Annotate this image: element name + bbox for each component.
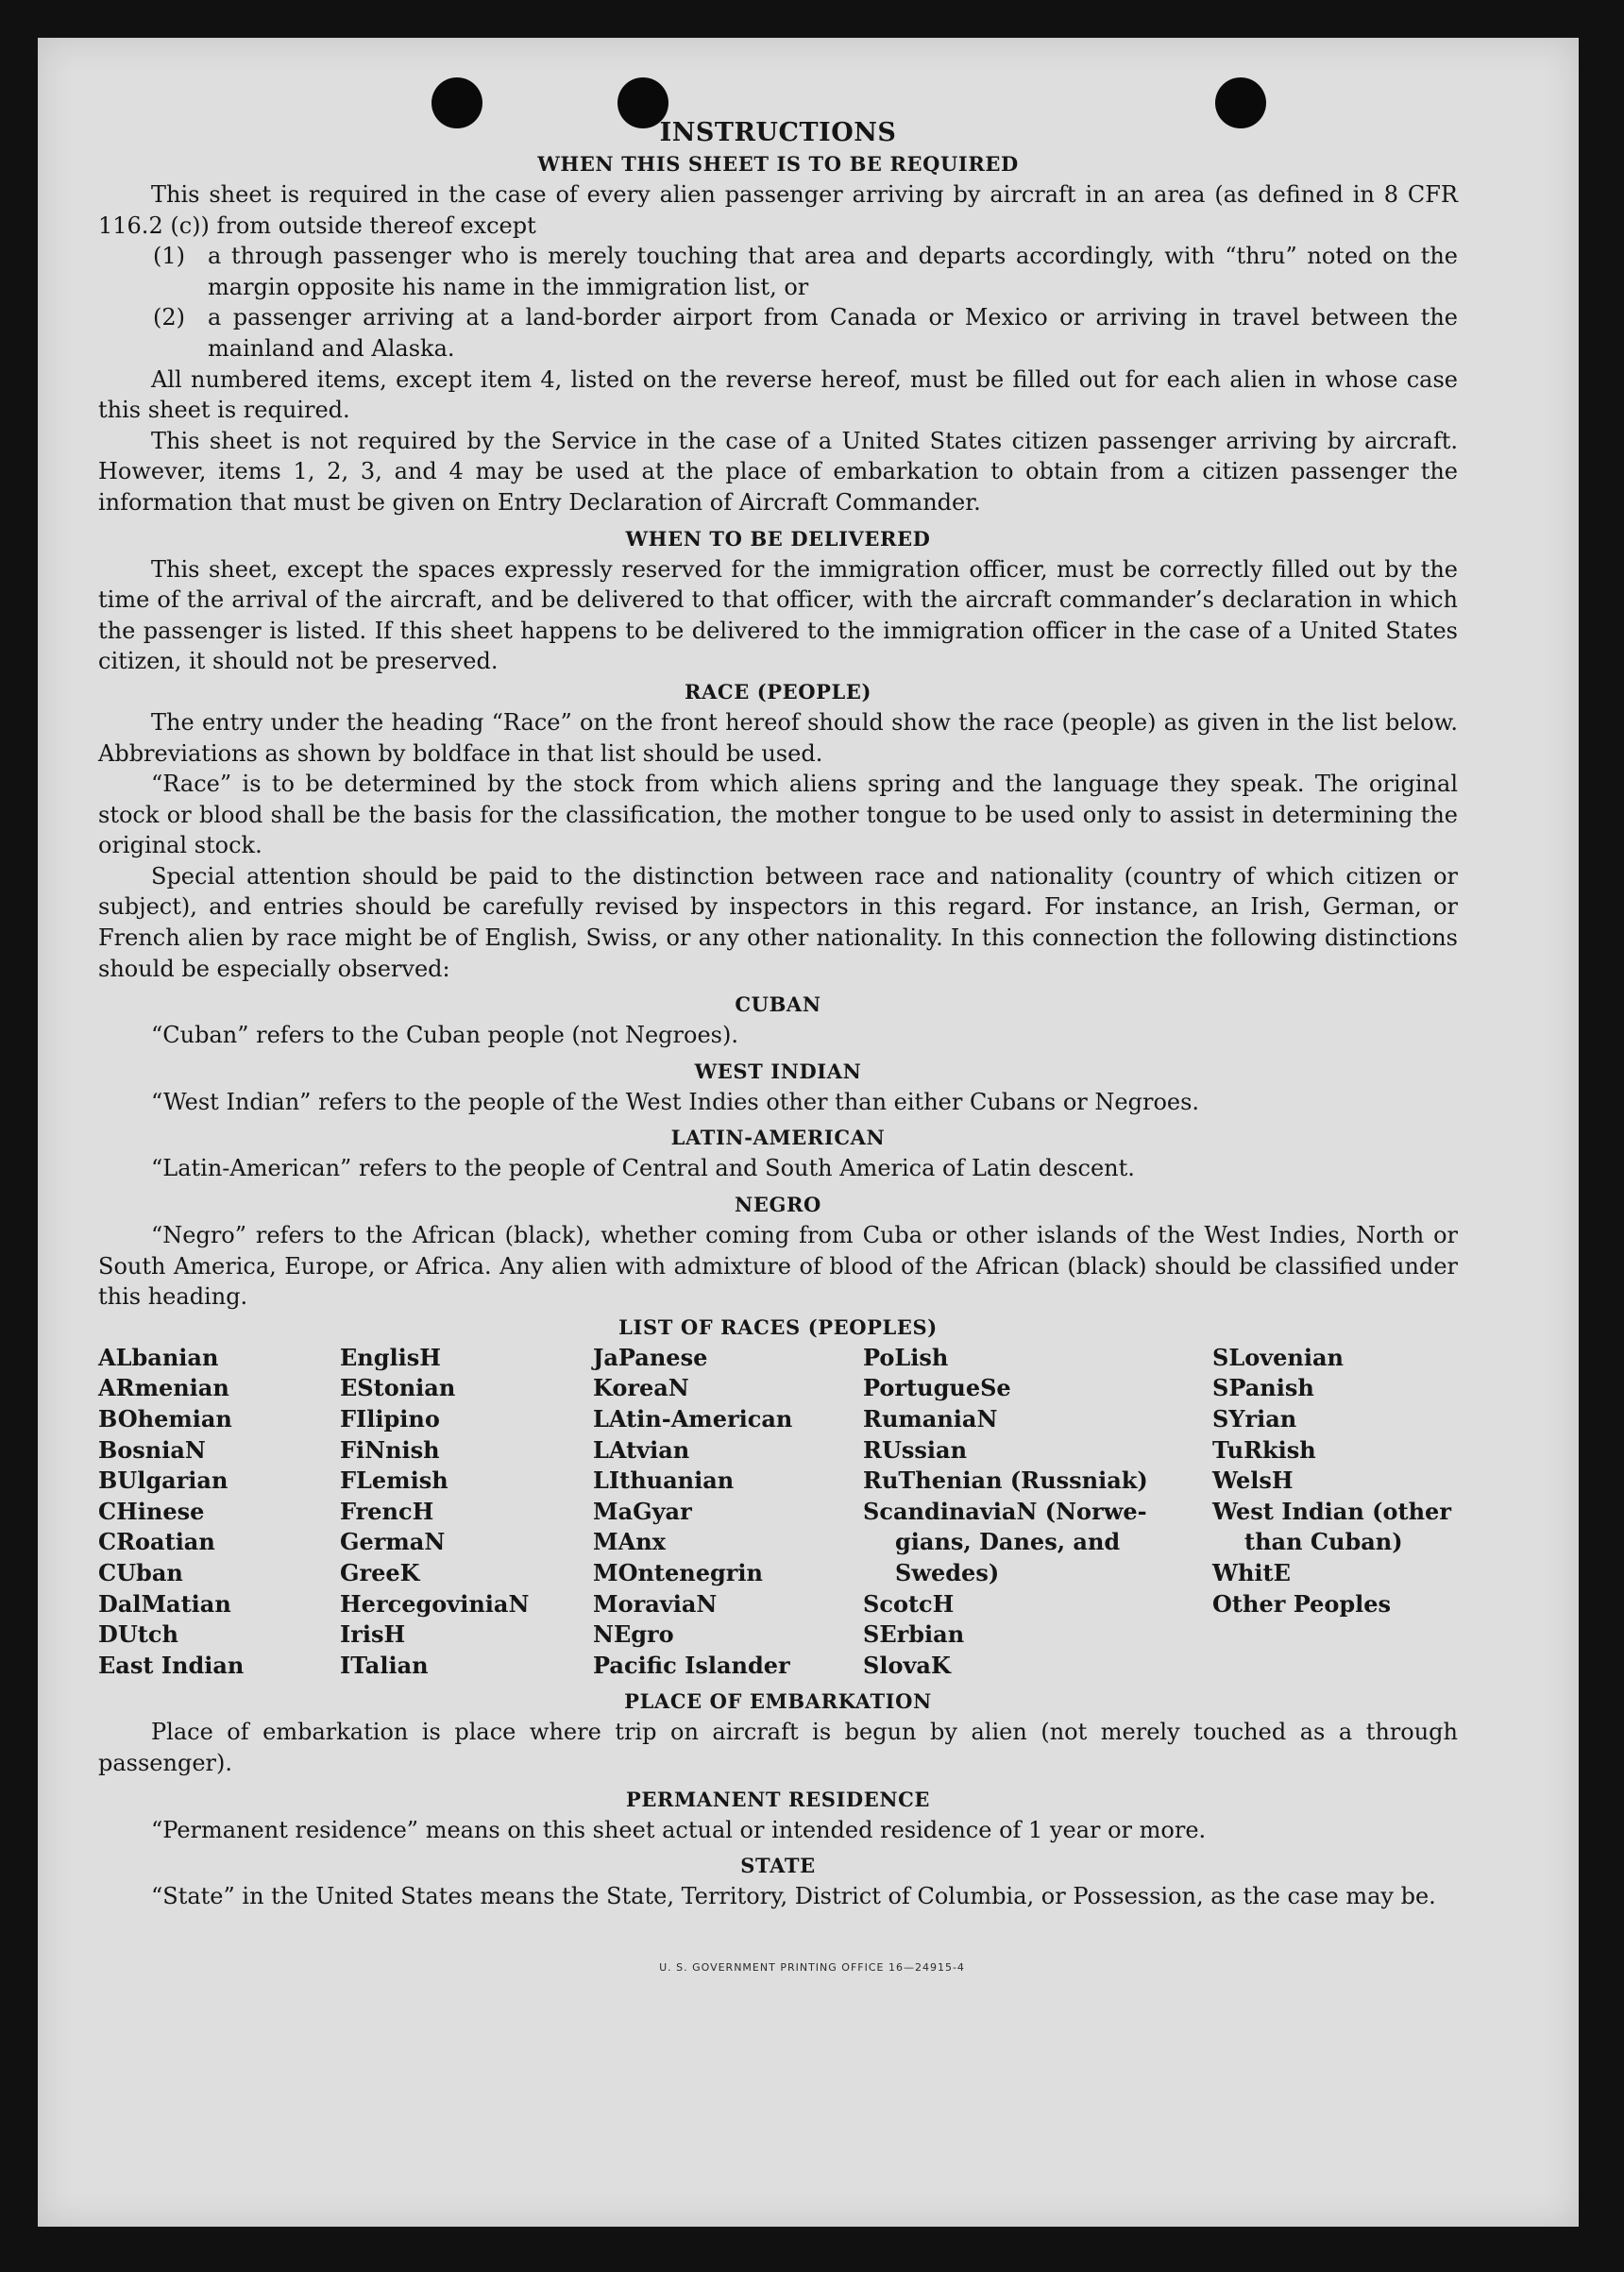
race-entry: PoLish [863, 1343, 949, 1371]
race-entry: WhitE [1212, 1558, 1291, 1586]
race-entry-continued: gians, Danes, and [895, 1528, 1121, 1556]
race-entry: EnglisH [340, 1343, 441, 1371]
section-heading-race: RACE (PEOPLE) [684, 679, 872, 704]
races-list-heading: LIST OF RACES (PEOPLES) [618, 1314, 938, 1339]
race-entry: Pacific Islander [593, 1651, 790, 1679]
race-entry: East Indian [98, 1651, 245, 1679]
definition-heading-west-indian: WEST INDIAN [694, 1059, 862, 1083]
race-entry: CHinese [98, 1497, 205, 1525]
paragraph: This sheet is not required by the Service in the case of a United States citizen passenger arriving by aircraft. However, items 1, 2, 3, and 4 may be used at the place of embarkation to obtain from a citizen passenger the information that must be given on Entry Declaration of Aircraft Commander. [98, 427, 1458, 516]
races-column [98, 1343, 340, 1682]
race-entry: DUtch [98, 1620, 178, 1649]
race-entry: SErbian [863, 1620, 965, 1649]
definition-text: “Latin-American” refers to the people of Central and South America of Latin descent. [151, 1155, 1135, 1182]
races-list [98, 1343, 1458, 1682]
paragraph: The entry under the heading “Race” on the front hereof should show the race (people) as given in the list below. Abbreviations as shown by boldface in that list should be used. [98, 708, 1458, 767]
race-entry: RumaniaN [863, 1405, 998, 1433]
definition-text: “West Indian” refers to the people of the West Indies other than either Cubans or Negroes. [151, 1088, 1200, 1115]
race-entry: LAtin-American [593, 1405, 793, 1433]
section-heading-when-delivered: WHEN TO BE DELIVERED [625, 526, 931, 551]
paragraph: All numbered items, except item 4, listed on the reverse hereof, must be filled out for each alien in whose case this sheet is required. [98, 365, 1458, 424]
race-entry: KoreaN [593, 1374, 689, 1402]
race-entry: FLemish [340, 1467, 448, 1495]
definition-text: “Cuban” refers to the Cuban people (not Negroes). [151, 1022, 738, 1049]
instructions-body [98, 117, 1458, 1912]
race-entry: FiNnish [340, 1435, 440, 1464]
race-entry: IrisH [340, 1620, 406, 1649]
race-entry: MoraviaN [593, 1589, 718, 1618]
definition-heading-cuban: CUBAN [735, 992, 821, 1017]
race-entry: SYrian [1212, 1405, 1297, 1433]
race-entry: MAnx [593, 1528, 666, 1556]
definition-heading-negro: NEGRO [735, 1193, 821, 1217]
races-column [340, 1343, 593, 1682]
item-number: (2) [153, 304, 185, 331]
section-heading-when-required: WHEN THIS SHEET IS TO BE REQUIRED [537, 152, 1019, 176]
race-entry: LIthuanian [593, 1467, 735, 1495]
race-entry: Other Peoples [1212, 1589, 1392, 1618]
paragraph: “Permanent residence” means on this sheet actual or intended residence of 1 year or more. [151, 1816, 1207, 1843]
printer-imprint: U. S. GOVERNMENT PRINTING OFFICE 16—24915-4 [659, 1961, 965, 1974]
section-heading-state: STATE [740, 1854, 816, 1878]
race-entry: RuThenian (Russniak) [863, 1467, 1148, 1495]
race-entry: MOntenegrin [593, 1558, 763, 1586]
race-entry: FrencH [340, 1497, 434, 1525]
definition-heading-latin-american: LATIN-AMERICAN [670, 1126, 886, 1150]
race-entry: MaGyar [593, 1497, 692, 1525]
race-entry-continued: Swedes) [895, 1558, 1000, 1586]
paragraph: “Race” is to be determined by the stock from which aliens spring and the language they speak. The original stock or blood shall be the basis for the classification, the mother tongue to be used only to assist in determining the original stock. [98, 771, 1458, 859]
paragraph: “State” in the United States means the State, Territory, District of Columbia, or Possession, as the case may be. [151, 1883, 1436, 1910]
race-entry: BUlgarian [98, 1467, 228, 1495]
paragraph: This sheet, except the spaces expressly reserved for the immigration officer, must be correctly filled out by the time of the arrival of the aircraft, and be delivered to that officer, with the aircraft commander’s declaration in which the passenger is listed. If this sheet happens to be delivered to the immigration officer in the case of a United States citizen, it should not be preserved. [98, 555, 1458, 675]
races-column [863, 1343, 1212, 1682]
definition-text: “Negro” refers to the African (black), whether coming from Cuba or other islands of the West Indies, North or South America, Europe, or Africa. Any alien with admixture of blood of the African (black) should be classified under this heading. [98, 1222, 1458, 1311]
list-item [153, 241, 1458, 302]
race-entry: TuRkish [1212, 1435, 1316, 1464]
race-entry: SPanish [1212, 1374, 1314, 1402]
race-entry: JaPanese [593, 1343, 708, 1371]
race-entry: WelsH [1212, 1467, 1294, 1495]
race-entry: RUssian [863, 1435, 968, 1464]
race-entry: ARmenian [98, 1374, 229, 1402]
race-entry: LAtvian [593, 1435, 690, 1464]
race-entry: BOhemian [98, 1405, 232, 1433]
race-entry: DalMatian [98, 1589, 231, 1618]
race-entry: GermaN [340, 1528, 446, 1556]
list-item [153, 302, 1458, 364]
race-entry: SLovenian [1212, 1343, 1344, 1371]
section-heading-residence: PERMANENT RESIDENCE [625, 1787, 931, 1811]
paragraph: This sheet is required in the case of every alien passenger arriving by aircraft in an area (as defined in 8 CFR 116.2 (c)) from outside thereof except [98, 181, 1458, 239]
race-entry: ALbanian [98, 1343, 219, 1371]
paragraph: Place of embarkation is place where trip on aircraft is begun by alien (not merely touched as a through passenger). [98, 1719, 1458, 1776]
paragraph: Special attention should be paid to the distinction between race and nationality (country of which citizen or subject), and entries should be carefully revised by inspectors in this regard. For instance, an Irish, German, or French alien by race might be of English, Swiss, or any other nationality. In this connection the following distinctions should be especially observed: [98, 862, 1458, 982]
race-entry: ScandinaviaN (Norwe- [863, 1497, 1147, 1525]
item-number: (1) [153, 243, 185, 270]
race-entry: NEgro [593, 1620, 674, 1649]
race-entry: SlovaK [863, 1651, 951, 1679]
race-entry-continued: than Cuban) [1244, 1528, 1403, 1556]
item-text: a through passenger who is merely touching that area and departs accordingly, with “thru” noted on the margin opposite his name in the immigration list, or [208, 243, 1458, 300]
race-entry: HercegoviniaN [340, 1589, 530, 1618]
races-column [593, 1343, 863, 1682]
race-entry: CUban [98, 1558, 183, 1586]
race-entry: West Indian (other [1212, 1497, 1451, 1525]
race-entry: BosniaN [98, 1435, 206, 1464]
races-column [1212, 1343, 1458, 1682]
race-entry: ScotcH [863, 1589, 955, 1618]
race-entry: GreeK [340, 1558, 420, 1586]
section-heading-embarkation: PLACE OF EMBARKATION [624, 1689, 932, 1714]
race-entry: ITalian [340, 1651, 429, 1679]
race-entry: PortugueSe [863, 1374, 1011, 1402]
race-entry: FIlipino [340, 1405, 440, 1433]
race-entry: EStonian [340, 1374, 456, 1402]
race-entry: CRoatian [98, 1528, 215, 1556]
item-text: a passenger arriving at a land-border airport from Canada or Mexico or arriving in travel between the mainland and Alaska. [208, 304, 1458, 362]
page-title: INSTRUCTIONS [659, 118, 897, 147]
